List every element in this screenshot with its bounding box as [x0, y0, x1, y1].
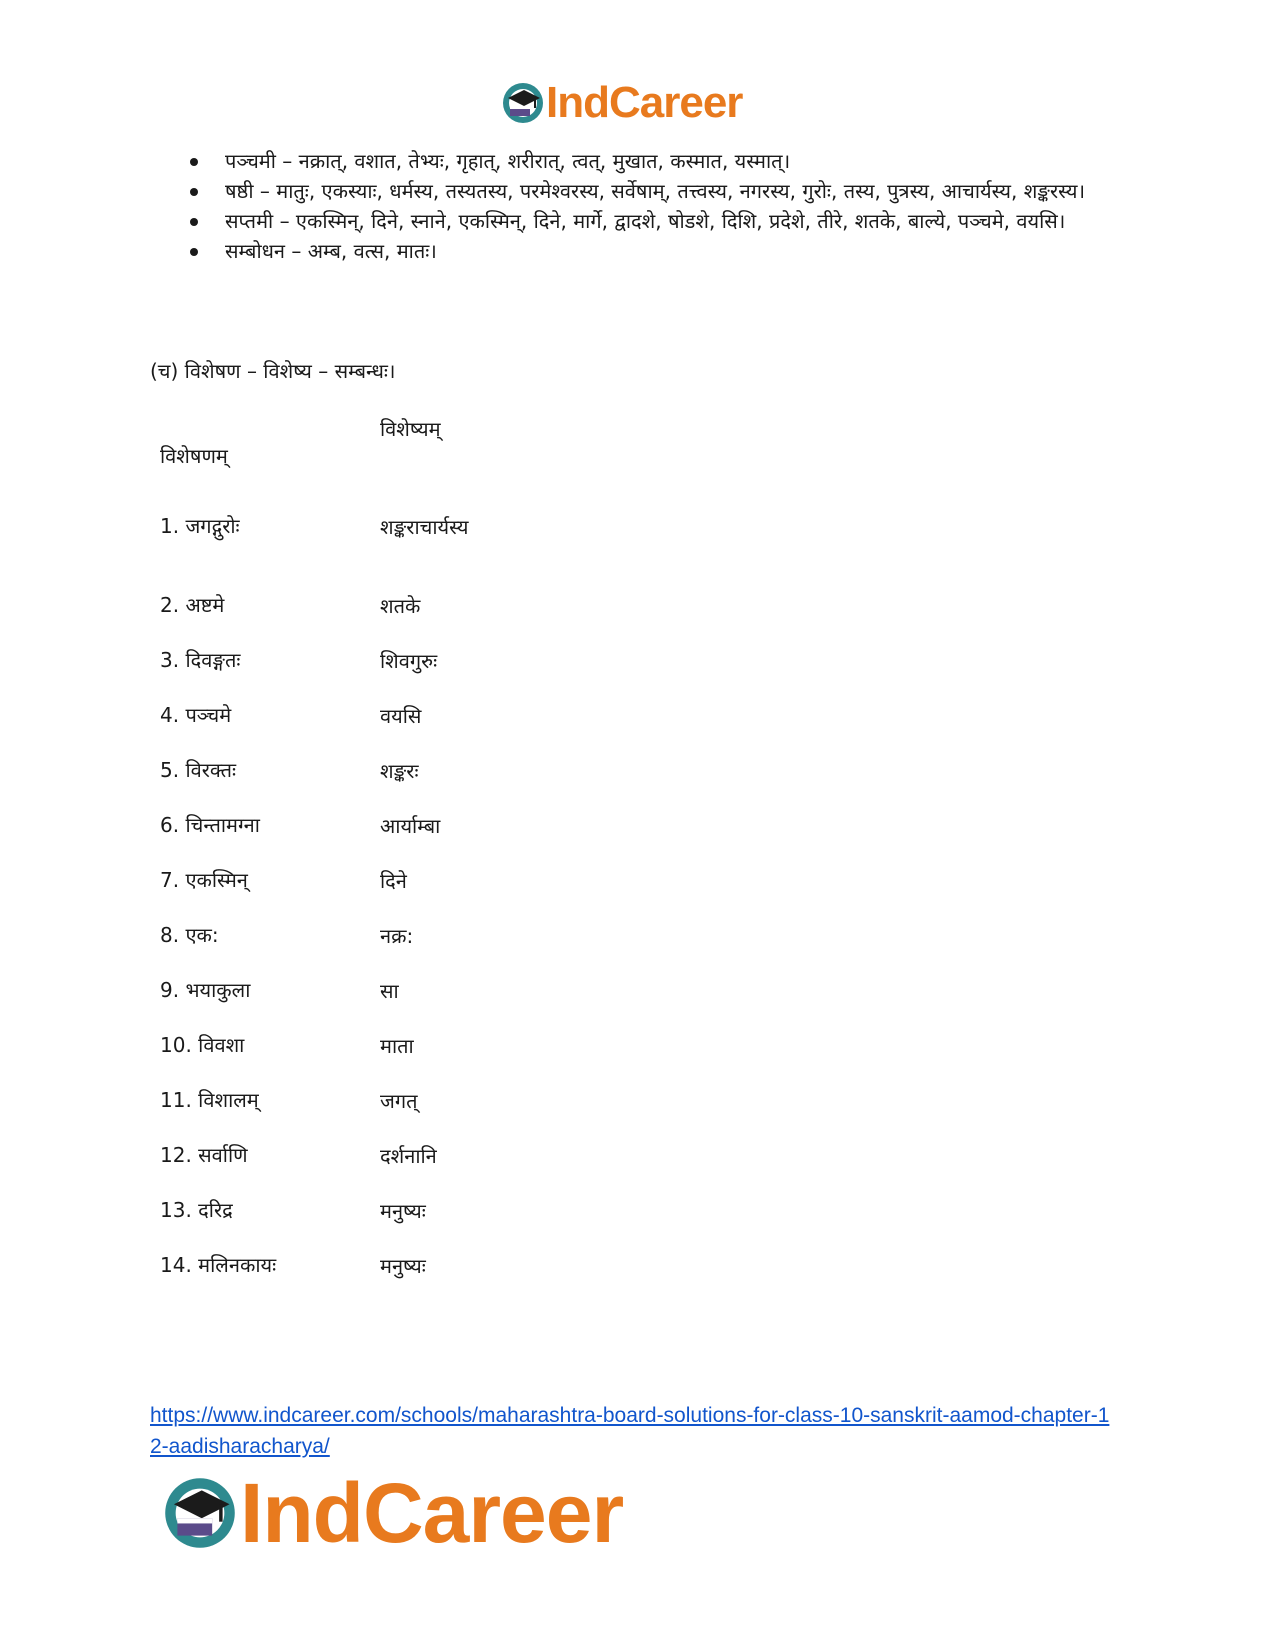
- table-row: [160, 1031, 660, 1061]
- logo-wordmark: IndCareer: [240, 1466, 624, 1560]
- bullet-icon: [190, 218, 198, 226]
- noun-cell: दिने: [380, 869, 407, 893]
- list-item: [190, 146, 1090, 176]
- table-row: [160, 811, 660, 841]
- graduation-cap-book-icon: [500, 80, 546, 126]
- table-row: [160, 512, 660, 542]
- indcareer-logo-bottom: [160, 1468, 623, 1558]
- adjective-cell: 1. जगद्गुरोः: [160, 514, 240, 538]
- noun-cell: माता: [380, 1034, 414, 1058]
- adjective-cell: 8. एक:: [160, 923, 219, 947]
- logo-wordmark: IndCareer: [546, 78, 743, 127]
- list-item-text: पञ्चमी – नक्रात्, वशात, तेभ्यः, गृहात्, शरीरात्, त्वत्, मुखात, कस्मात, यस्मात्।: [225, 149, 791, 173]
- noun-cell: शतके: [380, 594, 421, 618]
- table-row: [160, 1196, 660, 1226]
- noun-cell: जगत्: [380, 1089, 418, 1113]
- noun-cell: नक्र:: [380, 924, 414, 948]
- table-row: [160, 646, 660, 676]
- adjective-cell: 12. सर्वाणि: [160, 1143, 248, 1167]
- noun-cell: मनुष्यः: [380, 1199, 426, 1223]
- table-row: [160, 1086, 660, 1116]
- indcareer-logo-top: [500, 78, 742, 128]
- adjective-cell: 9. भयाकुला: [160, 978, 251, 1002]
- adjective-cell: 4. पञ्चमे: [160, 703, 232, 727]
- noun-cell: शिवगुरुः: [380, 649, 438, 673]
- bullet-icon: [190, 248, 198, 256]
- noun-cell: आर्याम्बा: [380, 814, 441, 838]
- noun-cell: सा: [380, 979, 399, 1003]
- table-row: [160, 976, 660, 1006]
- table-row: [160, 921, 660, 951]
- table-row: [160, 701, 660, 731]
- adjective-cell: 2. अष्टमे: [160, 593, 225, 617]
- table-row: [160, 866, 660, 896]
- case-ending-list: [190, 146, 1090, 266]
- list-item: [190, 176, 1090, 206]
- noun-cell: मनुष्यः: [380, 1254, 426, 1278]
- list-item-text: सम्बोधन – अम्ब, वत्स, मातः।: [225, 239, 437, 263]
- list-item: [190, 206, 1090, 236]
- list-item: [190, 236, 1090, 266]
- graduation-cap-book-icon: [160, 1473, 240, 1553]
- section-heading: (च) विशेषण – विशेष्य – सम्बन्धः।: [150, 359, 396, 383]
- adjective-cell: 14. मलिनकायः: [160, 1253, 277, 1277]
- table-row: [160, 756, 660, 786]
- noun-cell: वयसि: [380, 704, 422, 728]
- noun-cell: शङ्कराचार्यस्य: [380, 515, 469, 539]
- adjective-cell: 11. विशालम्: [160, 1088, 259, 1112]
- source-url-link[interactable]: https://www.indcareer.com/schools/maharashtra-board-solutions-for-class-10-sanskrit-aamod-chapter-12-aadisharacharya/: [150, 1404, 1110, 1458]
- adjective-cell: 10. विवशा: [160, 1033, 245, 1057]
- table-row: [160, 591, 660, 621]
- adjective-cell: 6. चिन्तामग्ना: [160, 813, 260, 837]
- column-header-noun: विशेष्यम्: [380, 417, 441, 441]
- list-item-text: षष्ठी – मातुः, एकस्याः, धर्मस्य, तस्यतस्य, परमेश्वरस्य, सर्वेषाम्, तत्त्वस्य, नगरस्य, गुरोः, तस्य, पुत्रस्य, आचार्यस्य, शङ्करस्य।: [225, 179, 1086, 203]
- list-item-text: सप्तमी – एकस्मिन्, दिने, स्नाने, एकस्मिन्, दिने, मार्गे, द्वादशे, षोडशे, दिशि, प्रदेशे, तीरे, शतके, बाल्ये, पञ्चमे, वयसि।: [225, 209, 1066, 233]
- table-row: [160, 1141, 660, 1171]
- column-header-adjective: विशेषणम्: [160, 444, 228, 468]
- adjective-cell: 5. विरक्तः: [160, 758, 237, 782]
- noun-cell: दर्शनानि: [380, 1144, 437, 1168]
- noun-cell: शङ्करः: [380, 759, 419, 783]
- adjective-cell: 7. एकस्मिन्: [160, 868, 248, 892]
- bullet-icon: [190, 188, 198, 196]
- bullet-icon: [190, 158, 198, 166]
- table-row: [160, 1251, 660, 1281]
- adjective-cell: 13. दरिद्र: [160, 1198, 233, 1222]
- adjective-cell: 3. दिवङ्गतः: [160, 648, 241, 672]
